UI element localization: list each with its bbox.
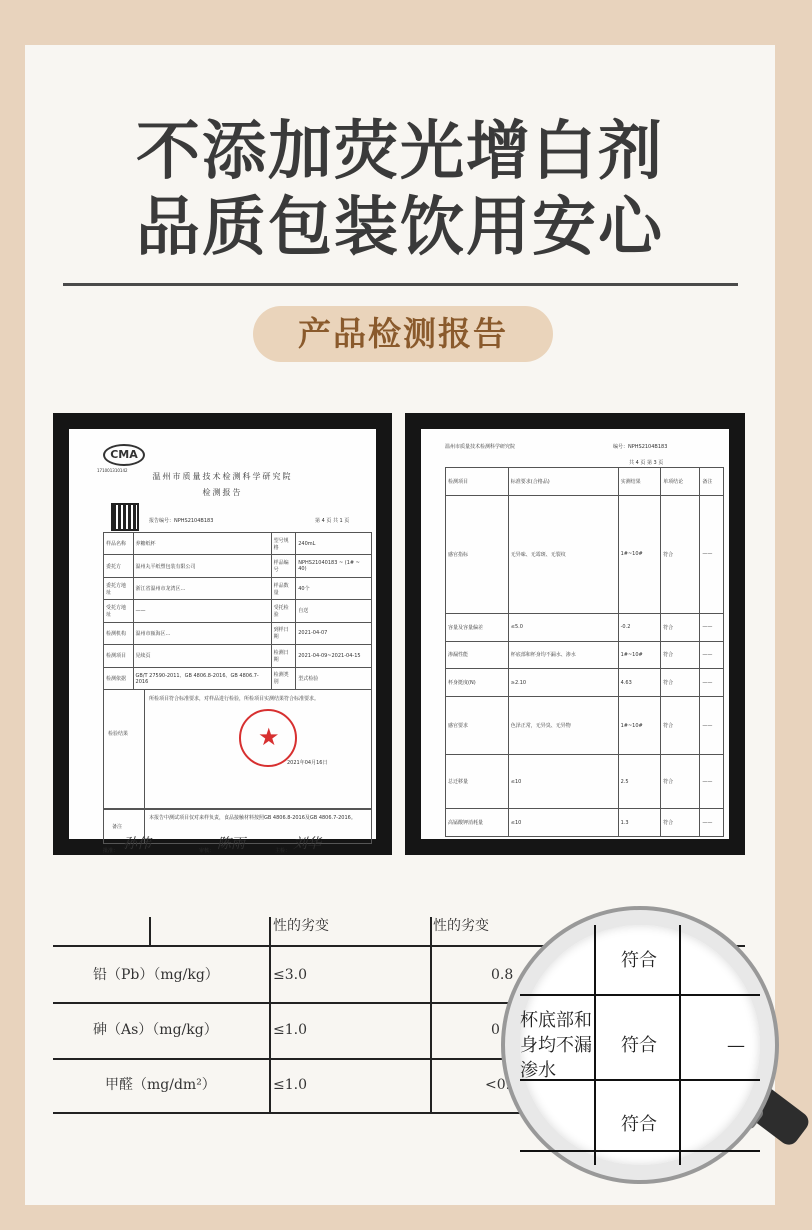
divider-line bbox=[63, 283, 738, 286]
table-cell: 总迁移量 bbox=[446, 755, 509, 809]
review-signature: 陈雨 bbox=[217, 836, 245, 852]
approve-signature: 孙伟 bbox=[123, 836, 151, 852]
table-cell: 型号规格 bbox=[271, 533, 296, 555]
arsenic-result: 0 bbox=[491, 1022, 500, 1038]
table-cell: 到样日期 bbox=[271, 622, 296, 644]
formaldehyde-standard: ≤1.0 bbox=[273, 1077, 307, 1093]
table-cell: 高锰酸钾消耗量 bbox=[446, 809, 509, 837]
table-cell: —— bbox=[700, 641, 724, 669]
report-test-table bbox=[445, 467, 724, 837]
table-row bbox=[446, 641, 724, 669]
table-row bbox=[446, 669, 724, 697]
table-cell: —— bbox=[700, 613, 724, 641]
magnifier-icon bbox=[505, 910, 775, 1180]
table-cell: 1.3 bbox=[618, 809, 661, 837]
table-cell: 符合 bbox=[661, 641, 700, 669]
table-cell: 1#~10# bbox=[618, 641, 661, 669]
table-cell: GB/T 27590-2011、GB 4806.8-2016、GB 4806.7-2016 bbox=[133, 667, 271, 689]
table-header: 检测项目 bbox=[446, 468, 509, 496]
table-cell: 养糖纸杯 bbox=[133, 533, 271, 555]
cma-code: 171001310142 bbox=[97, 468, 128, 473]
table-row bbox=[446, 495, 724, 613]
table-cell: 容量及容量偏差 bbox=[446, 613, 509, 641]
institute-name: 温州市质量技术检测科学研究院 bbox=[445, 444, 516, 450]
arsenic-standard: ≤1.0 bbox=[273, 1022, 307, 1038]
bottom-header-2: 性的劣变 bbox=[433, 918, 489, 934]
table-cell: —— bbox=[700, 755, 724, 809]
inspection-report-page-1 bbox=[69, 429, 376, 854]
seal-date: 2021年04月16日 bbox=[287, 760, 328, 766]
table-row bbox=[104, 577, 372, 599]
table-cell: —— bbox=[700, 495, 724, 613]
lead-item: 铅（Pb）（mg/kg） bbox=[93, 967, 219, 983]
institute-name: 温州市质量技术检测科学研究院 bbox=[152, 472, 293, 481]
table-cell: 检测机构 bbox=[104, 622, 134, 644]
inspect-signature: 刘华 bbox=[293, 836, 321, 852]
table-cell: 受托方地址 bbox=[104, 600, 134, 622]
table-cell: 1#~10# bbox=[618, 697, 661, 755]
table-line bbox=[149, 917, 151, 945]
headline-line-1: 不添加荧光增白剂 bbox=[136, 115, 664, 189]
table-cell: 自送 bbox=[296, 600, 372, 622]
table-row bbox=[446, 809, 724, 837]
table-cell: 符合 bbox=[661, 697, 700, 755]
table-cell: 符合 bbox=[661, 809, 700, 837]
mag-table-line bbox=[520, 1150, 760, 1152]
table-cell: 2021-04-07 bbox=[296, 622, 372, 644]
page-number: 共 4 页 第 3 页 bbox=[629, 460, 664, 466]
table-cell: 感官指标 bbox=[446, 495, 509, 613]
headline-line-2: 品质包装饮用安心 bbox=[136, 191, 664, 265]
table-cell: 40个 bbox=[296, 577, 372, 599]
table-cell: 符合 bbox=[661, 495, 700, 613]
table-row bbox=[104, 555, 372, 577]
table-cell: 温州市瓯海区… bbox=[133, 622, 271, 644]
table-cell: 样品名称 bbox=[104, 533, 134, 555]
mag-middle-result: 符合 bbox=[621, 1035, 657, 1056]
table-row bbox=[104, 645, 372, 667]
table-cell: 委托方地址 bbox=[104, 577, 134, 599]
table-cell: -0.2 bbox=[618, 613, 661, 641]
table-row bbox=[446, 613, 724, 641]
conclusion-box bbox=[103, 689, 372, 809]
table-cell: ≤10 bbox=[508, 755, 618, 809]
table-cell: 符合 bbox=[661, 613, 700, 641]
table-row bbox=[446, 697, 724, 755]
mag-table-line bbox=[679, 925, 681, 1165]
table-row bbox=[104, 622, 372, 644]
formaldehyde-result: <0. bbox=[485, 1077, 511, 1093]
table-cell: 4.63 bbox=[618, 669, 661, 697]
table-cell: 杯身挺度(N) bbox=[446, 669, 509, 697]
table-header: 单项结论 bbox=[661, 468, 700, 496]
table-row bbox=[104, 533, 372, 555]
table-row bbox=[104, 667, 372, 689]
table-row bbox=[446, 755, 724, 809]
table-cell: 2.5 bbox=[618, 755, 661, 809]
table-line bbox=[269, 917, 271, 1113]
bottom-header-1: 性的劣变 bbox=[273, 918, 329, 934]
table-header: 备注 bbox=[700, 468, 724, 496]
table-cell: 1#~10# bbox=[618, 495, 661, 613]
inspection-report-page-3 bbox=[421, 429, 729, 839]
mag-table-line bbox=[594, 925, 596, 1165]
report-number: 报告编号：NPHS2104B183 bbox=[149, 518, 214, 524]
table-cell: —— bbox=[700, 697, 724, 755]
mag-dash: — bbox=[727, 1035, 745, 1056]
table-cell: ≤10 bbox=[508, 809, 618, 837]
table-cell: 符合 bbox=[661, 669, 700, 697]
table-header: 标准要求(合格品) bbox=[508, 468, 618, 496]
table-cell: 见续页 bbox=[133, 645, 271, 667]
table-row bbox=[446, 468, 724, 496]
table-cell: 感官要求 bbox=[446, 697, 509, 755]
table-cell: 240mL bbox=[296, 533, 372, 555]
table-cell: 委托方 bbox=[104, 555, 134, 577]
table-cell: 杯底部和杯身均不漏水、渗水 bbox=[508, 641, 618, 669]
table-cell: ≥2.10 bbox=[508, 669, 618, 697]
table-cell: 检测项目 bbox=[104, 645, 134, 667]
qr-code-icon bbox=[111, 503, 139, 531]
conclusion-text: 所检项目符合标准要求，对样品进行检验，所检项目实测结果符合标准要求。 bbox=[149, 696, 320, 702]
table-cell: —— bbox=[700, 669, 724, 697]
conclusion-label: 检验结果 bbox=[108, 731, 129, 737]
report-frame-left bbox=[53, 413, 392, 855]
table-cell: 2021-04-09~2021-04-15 bbox=[296, 645, 372, 667]
table-divider bbox=[144, 690, 145, 808]
mag-top-result: 符合 bbox=[621, 950, 657, 971]
formaldehyde-item: 甲醛（mg/dm²） bbox=[105, 1077, 216, 1093]
mag-bottom-result: 符合 bbox=[621, 1114, 657, 1135]
table-row bbox=[104, 600, 372, 622]
cma-badge: CMA bbox=[103, 444, 145, 466]
lead-standard: ≤3.0 bbox=[273, 967, 307, 983]
lead-result: 0.8 bbox=[491, 967, 514, 983]
red-star-icon: ★ bbox=[258, 723, 280, 751]
table-cell: 色泽正常，无异臭、无异物 bbox=[508, 697, 618, 755]
table-cell: 温州丸平纸塑包装有限公司 bbox=[133, 555, 271, 577]
table-cell: 无异味、无霉斑、无裂纹 bbox=[508, 495, 618, 613]
table-header: 实测结果 bbox=[618, 468, 661, 496]
table-cell: 检测依据 bbox=[104, 667, 134, 689]
table-cell: 符合 bbox=[661, 755, 700, 809]
report-basic-info-table bbox=[103, 532, 372, 690]
table-cell: —— bbox=[133, 600, 271, 622]
remark-text: 本报告中测试项目仅对来样负责，食品接触材料按照GB 4806.8-2016及GB 4806.7-2016。 bbox=[149, 815, 356, 821]
mag-leak-text: 杯底部和身均不漏渗水 bbox=[520, 1010, 592, 1081]
table-cell: 检测类别 bbox=[271, 667, 296, 689]
table-cell: 受托检验 bbox=[271, 600, 296, 622]
arsenic-item: 砷（As）（mg/kg） bbox=[93, 1022, 218, 1038]
inspect-label: 主检： bbox=[275, 848, 291, 854]
table-cell: 样品数量 bbox=[271, 577, 296, 599]
remark-label: 备注 bbox=[112, 824, 123, 830]
report-number: 编号：NPHS2104B183 bbox=[613, 444, 668, 450]
table-cell: ≤5.0 bbox=[508, 613, 618, 641]
table-cell: —— bbox=[700, 809, 724, 837]
page-number: 第 4 页 共 1 页 bbox=[315, 518, 350, 524]
table-cell: NPHS21040183 ~ (1# ~ 40) bbox=[296, 555, 372, 577]
report-title: 检测报告 bbox=[202, 488, 243, 497]
report-frame-right bbox=[405, 413, 745, 855]
review-label: 审核： bbox=[199, 848, 215, 854]
section-title-pill: 产品检测报告 bbox=[253, 306, 553, 362]
table-cell: 型式检验 bbox=[296, 667, 372, 689]
table-cell: 浙江省温州市龙湾区… bbox=[133, 577, 271, 599]
table-cell: 样品编号 bbox=[271, 555, 296, 577]
table-cell: 渗漏性能 bbox=[446, 641, 509, 669]
mag-table-line bbox=[520, 994, 760, 996]
magnified-table-detail bbox=[520, 925, 760, 1165]
table-cell: 检测日期 bbox=[271, 645, 296, 667]
table-line bbox=[430, 917, 432, 1113]
approve-label: 批准： bbox=[103, 848, 119, 854]
